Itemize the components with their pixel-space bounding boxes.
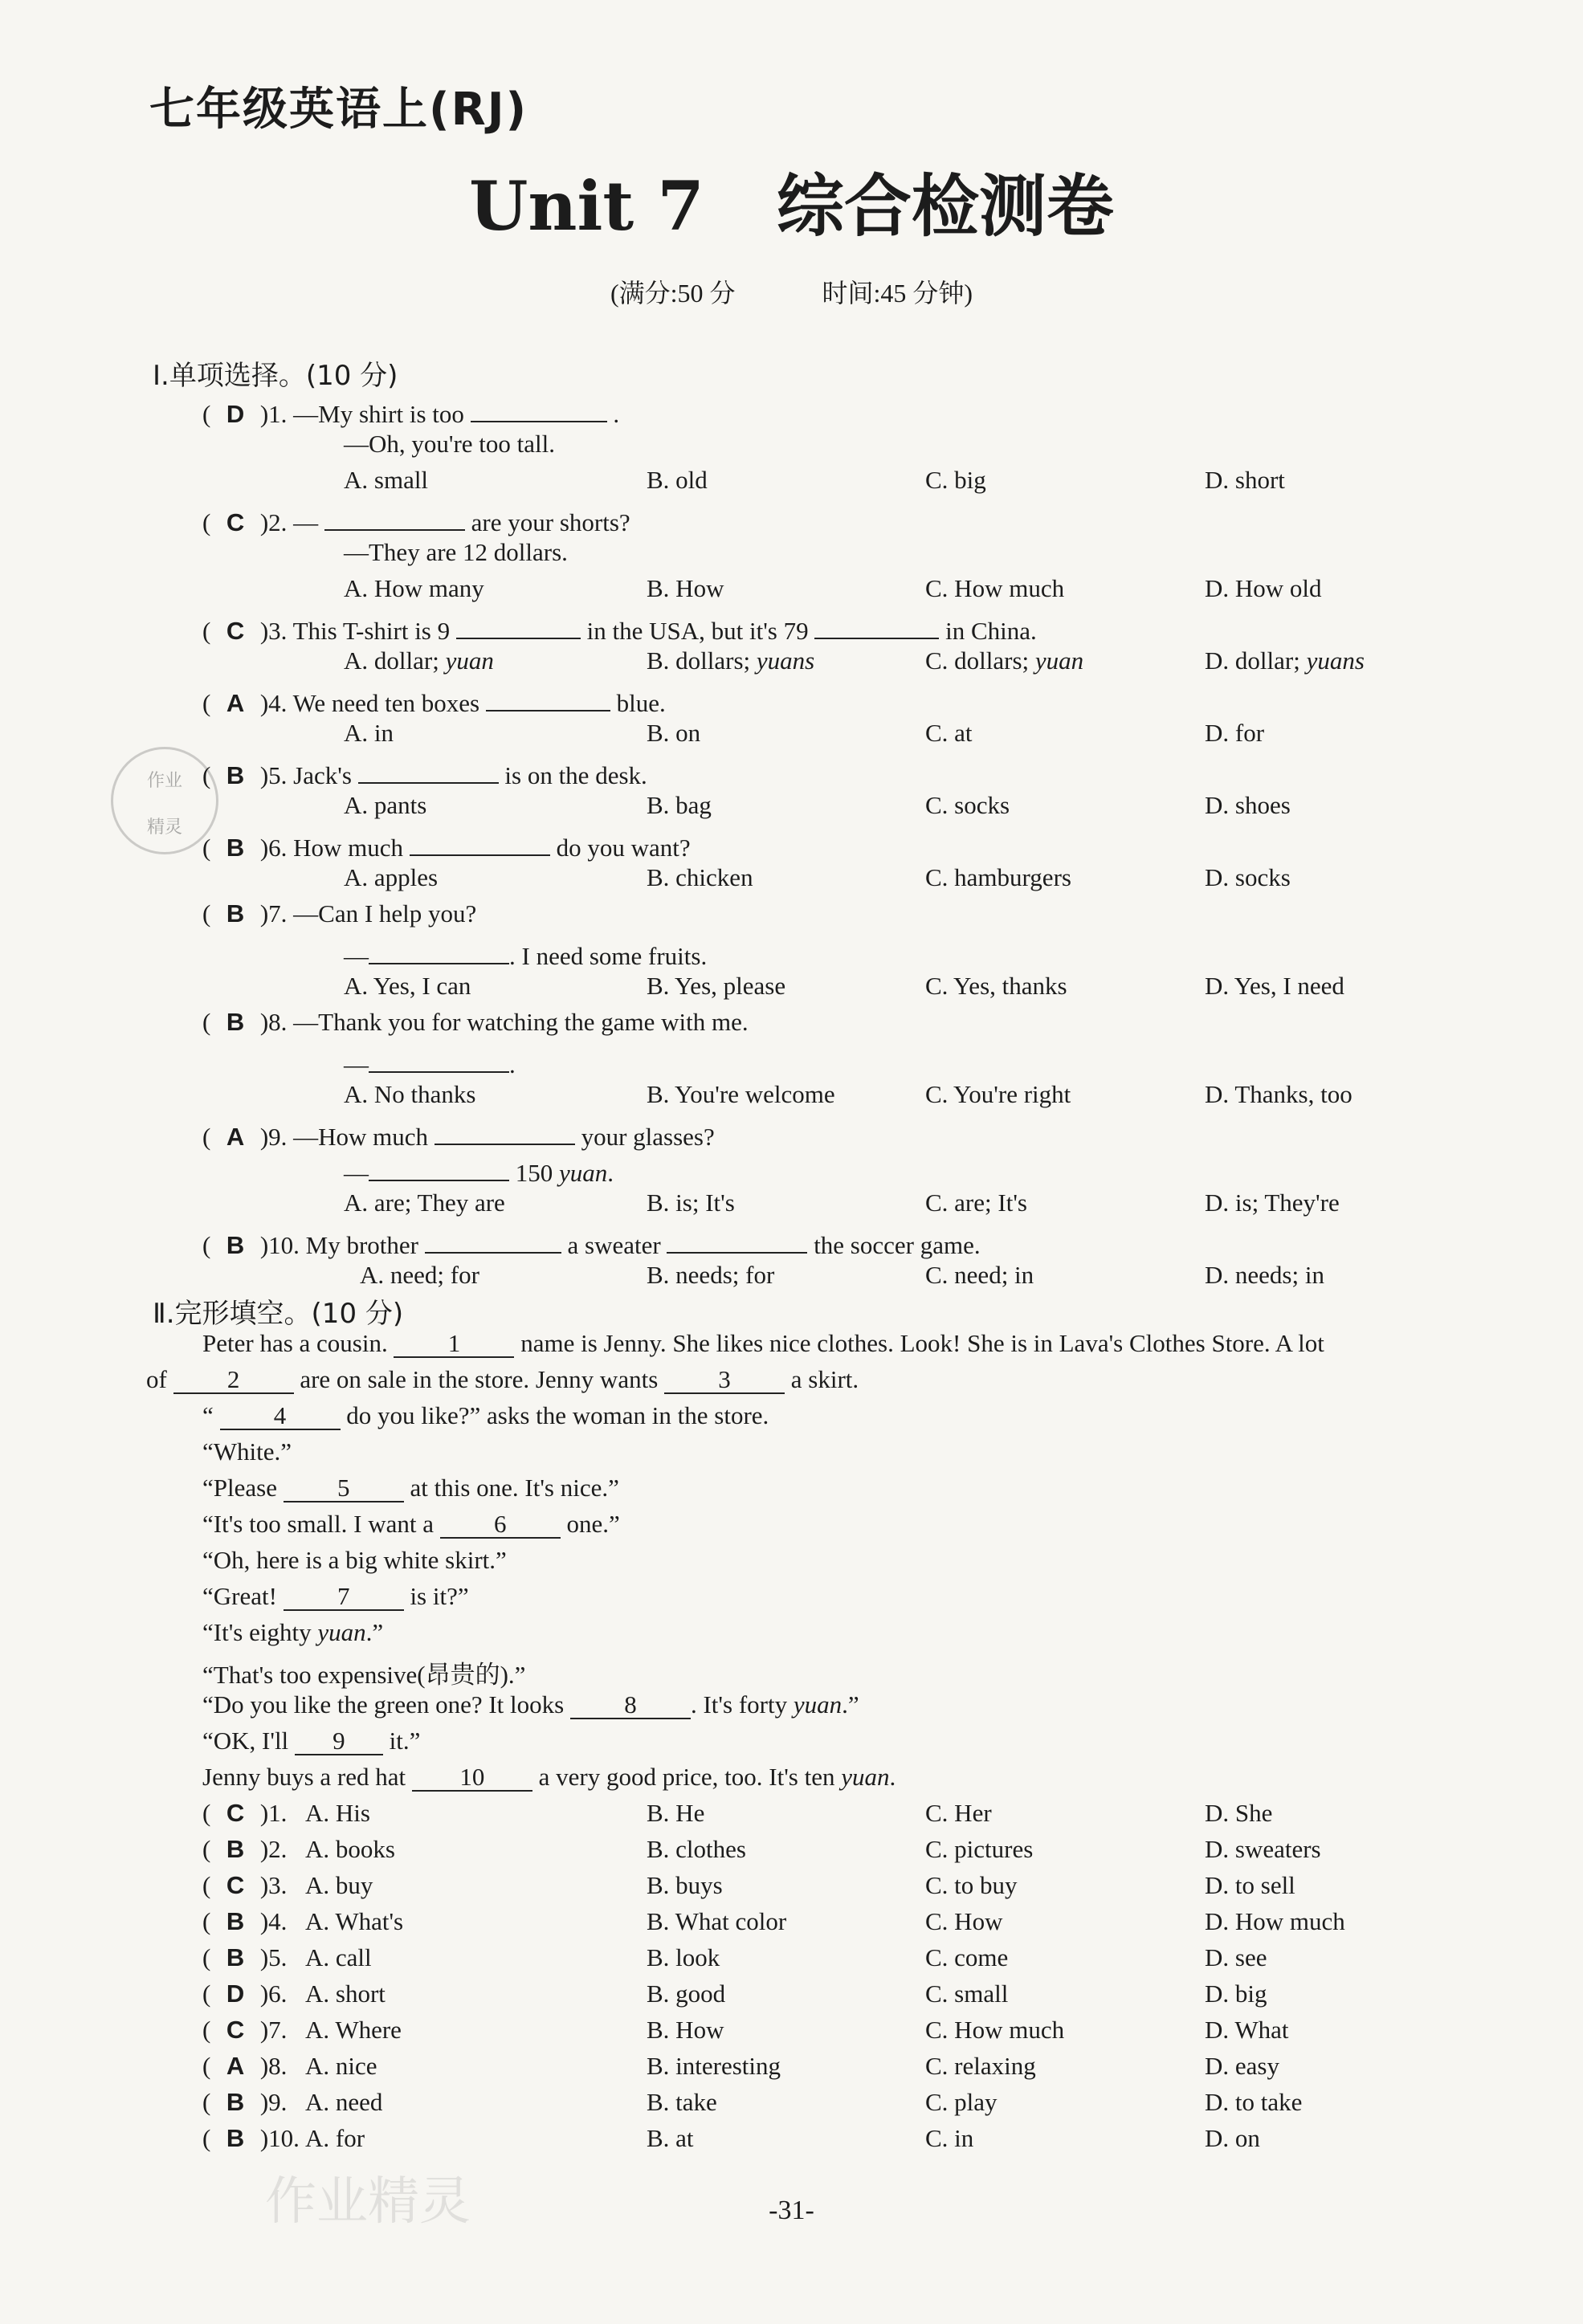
option-d: D. to sell: [1205, 1871, 1295, 1899]
question-text: —How much: [293, 1123, 429, 1151]
question-text: in China.: [945, 617, 1037, 645]
question-text: We need ten boxes: [292, 689, 480, 717]
answer-letter: D: [226, 1979, 245, 2008]
question-number: 9.: [268, 2088, 288, 2116]
option-b: B. needs; for: [647, 1261, 775, 1289]
question-number: 1.: [268, 400, 288, 428]
option-c: C. Her: [925, 1799, 992, 1827]
option-a: A. apples: [344, 863, 439, 891]
passage-line: [202, 1727, 420, 1755]
question-text: —They are 12 dollars.: [344, 538, 568, 566]
blank: 10: [412, 1763, 532, 1792]
option-d: D. sweaters: [1205, 1835, 1321, 1863]
cloze-answer-row: ( C )3.: [202, 1871, 288, 1899]
unit-label: Unit 7: [469, 166, 704, 246]
blank: 6: [440, 1510, 561, 1539]
text: “It's too small. I want a: [202, 1510, 434, 1538]
answer-letter: D: [226, 400, 245, 428]
option-a: A. in: [344, 719, 394, 747]
text: . It's forty: [690, 1690, 788, 1719]
blank: [456, 610, 581, 639]
question-line2: [344, 430, 555, 459]
text: a skirt.: [790, 1365, 859, 1393]
option-a: A. How many: [344, 574, 484, 602]
answer-letter: C: [226, 617, 245, 645]
option-b: B. buys: [647, 1871, 723, 1899]
option-b: B. You're welcome: [647, 1080, 835, 1108]
blank: [425, 1225, 561, 1254]
text: one.”: [566, 1510, 620, 1538]
passage-line: “That's too expensive(昂贵的).”: [202, 1661, 526, 1689]
blank: 1: [394, 1329, 514, 1358]
question-text: How much: [293, 834, 404, 862]
text: do you like?” asks the woman in the store.: [346, 1401, 769, 1429]
option-a: A. What's: [305, 1907, 404, 1935]
option-a: A. need: [305, 2088, 383, 2116]
page-title: [0, 153, 1583, 250]
text: a very good price, too. It's ten: [538, 1763, 835, 1791]
question-number: 5.: [268, 1943, 288, 1971]
option-d: D. needs; in: [1205, 1261, 1324, 1289]
blank: [486, 683, 610, 711]
question-row: ( A )4. We need ten boxes blue.: [202, 683, 666, 718]
passage-line: [202, 1474, 619, 1502]
option-c: C. to buy: [925, 1871, 1018, 1899]
passage-line: [146, 1365, 859, 1394]
question-number: 2.: [268, 508, 288, 536]
text: yuan: [841, 1763, 890, 1791]
question-line2: — . I need some fruits.: [344, 936, 707, 971]
question-number: 6.: [268, 834, 288, 862]
option-b: B. look: [647, 1943, 720, 1971]
answer-letter: A: [226, 1123, 245, 1151]
passage-line: [202, 1763, 896, 1792]
blank: [369, 1152, 509, 1181]
option-c: C. need; in: [925, 1261, 1034, 1289]
question-row: ( B )5. Jack's is on the desk.: [202, 755, 647, 790]
question-number: 7.: [268, 2016, 288, 2044]
option-c: C. in: [925, 2124, 974, 2152]
option-a: A. dollar; yuan: [344, 646, 494, 675]
option-d: D. on: [1205, 2124, 1260, 2152]
option-d: D. is; They're: [1205, 1189, 1340, 1217]
page-number: -31-: [769, 2196, 814, 2225]
cloze-answer-row: ( C )7.: [202, 2016, 288, 2044]
stamp-top-text: 作业: [146, 771, 182, 791]
passage-line: [202, 1401, 769, 1430]
blank: 7: [284, 1582, 404, 1611]
option-d: D. easy: [1205, 2052, 1279, 2080]
option-b: B. How: [647, 574, 724, 602]
question-number: 7.: [268, 899, 288, 928]
question-number: 6.: [268, 1979, 288, 2008]
question-text: —My shirt is too: [293, 400, 464, 428]
question-text: in the USA, but it's 79: [586, 617, 809, 645]
option-d: D. socks: [1205, 863, 1291, 891]
passage-line: [202, 1329, 1324, 1358]
text: Jenny buys a red hat: [202, 1763, 406, 1791]
blank: 3: [664, 1365, 785, 1394]
question-text: —: [293, 508, 319, 536]
question-number: 8.: [268, 2052, 288, 2080]
option-a: A. books: [305, 1835, 395, 1863]
question-text: —Oh, you're too tall.: [344, 430, 556, 458]
answer-letter: B: [226, 834, 245, 862]
blank: [369, 936, 509, 964]
test-name: 综合检测卷: [776, 166, 1114, 246]
test-meta: [0, 273, 1583, 310]
answer-letter: B: [226, 2088, 245, 2116]
answer-letter: C: [226, 2016, 245, 2044]
question-number: 2.: [268, 1835, 288, 1863]
blank: [324, 502, 465, 531]
passage-line: [202, 1690, 859, 1719]
text: “It's eighty: [202, 1618, 312, 1646]
watermark-text: 作业精灵: [265, 2172, 471, 2232]
question-row: ( B )8. —Thank you for watching the game with me.: [202, 1008, 749, 1036]
answer-letter: B: [226, 1008, 245, 1036]
question-text: Jack's: [293, 761, 352, 789]
cloze-answer-row: ( A )8.: [202, 2052, 288, 2080]
option-a: A. call: [305, 1943, 372, 1971]
blank: 4: [220, 1401, 341, 1430]
blank: 2: [173, 1365, 294, 1394]
option-a: A. nice: [305, 2052, 377, 2080]
question-text: 150 yuan.: [515, 1159, 614, 1187]
text: is it?”: [410, 1582, 469, 1610]
cloze-answer-row: ( D )6.: [202, 1979, 288, 2008]
option-b: B. Yes, please: [647, 972, 786, 1000]
answer-letter: B: [226, 761, 245, 789]
question-number: 9.: [268, 1123, 288, 1151]
question-line2: [344, 538, 568, 567]
option-d: D. She: [1205, 1799, 1273, 1827]
question-text: This T-shirt is 9: [292, 617, 451, 645]
passage-line: [202, 1510, 620, 1539]
option-c: C. play: [925, 2088, 998, 2116]
option-c: C. dollars; yuan: [925, 646, 1084, 675]
option-b: B. bag: [647, 791, 712, 819]
question-line2: — .: [344, 1044, 516, 1079]
option-b: B. interesting: [647, 2052, 781, 2080]
question-number: 10.: [268, 2124, 300, 2152]
answer-letter: B: [226, 1231, 245, 1259]
cloze-answer-row: ( B )10.: [202, 2124, 300, 2152]
option-c: C. socks: [925, 791, 1010, 819]
option-a: A. need; for: [360, 1261, 479, 1289]
option-c: C. How much: [925, 574, 1065, 602]
text: are on sale in the store. Jenny wants: [300, 1365, 659, 1393]
blank: [358, 755, 499, 784]
question-row: ( B )10. My brother a sweater the soccer game.: [202, 1225, 981, 1260]
cloze-answer-row: ( B )9.: [202, 2088, 288, 2116]
stamp-bottom-text: 精灵: [146, 817, 182, 838]
question-text: . I need some fruits.: [509, 942, 708, 970]
option-c: C. How: [925, 1907, 1003, 1935]
option-c: C. hamburgers: [925, 863, 1071, 891]
text: “Great!: [202, 1582, 277, 1610]
option-c: C. You're right: [925, 1080, 1071, 1108]
option-b: B. What color: [647, 1907, 787, 1935]
cloze-answer-row: ( B )2.: [202, 1835, 288, 1863]
text: at this one. It's nice.”: [410, 1474, 619, 1502]
question-row: ( A )9. —How much your glasses?: [202, 1116, 715, 1152]
option-c: C. are; It's: [925, 1189, 1027, 1217]
option-c: C. How much: [925, 2016, 1065, 2044]
option-d: D. How much: [1205, 1907, 1345, 1935]
text: “Do you like the green one? It looks: [202, 1690, 565, 1719]
book-header: 七年级英语上(RJ): [149, 84, 528, 136]
cloze-answer-row: ( B )4.: [202, 1907, 288, 1935]
answer-letter: B: [226, 1835, 245, 1863]
question-text: a sweater: [567, 1231, 661, 1259]
text: yuan: [317, 1618, 366, 1646]
option-b: B. good: [647, 1979, 726, 2008]
question-text: is on the desk.: [504, 761, 647, 789]
answer-letter: A: [226, 689, 245, 717]
question-text: are your shorts?: [471, 508, 630, 536]
option-b: B. How: [647, 2016, 724, 2044]
answer-letter: B: [226, 1943, 245, 1971]
blank: [410, 827, 550, 856]
option-d: D. see: [1205, 1943, 1267, 1971]
option-d: D. dollar; yuans: [1205, 646, 1365, 675]
option-a: A. No thanks: [344, 1080, 476, 1108]
option-d: D. to take: [1205, 2088, 1303, 2116]
option-a: A. short: [305, 1979, 386, 2008]
answer-letter: C: [226, 1799, 245, 1827]
blank: [435, 1116, 575, 1145]
blank: [667, 1225, 807, 1254]
option-b: B. at: [647, 2124, 694, 2152]
option-d: D. Yes, I need: [1205, 972, 1344, 1000]
question-number: 4.: [268, 689, 288, 717]
option-b: B. chicken: [647, 863, 753, 891]
answer-letter: B: [226, 2124, 245, 2152]
option-a: A. buy: [305, 1871, 373, 1899]
answer-letter: C: [226, 1871, 245, 1899]
question-number: 5.: [268, 761, 288, 789]
option-a: A. Where: [305, 2016, 402, 2044]
option-b: B. old: [647, 466, 708, 494]
blank: 9: [295, 1727, 383, 1755]
text: .: [889, 1763, 896, 1791]
answer-letter: B: [226, 899, 245, 928]
option-b: B. is; It's: [647, 1189, 735, 1217]
option-d: D. shoes: [1205, 791, 1291, 819]
section1-heading: Ⅰ.单项选择。(10 分): [153, 360, 398, 392]
option-c: C. at: [925, 719, 973, 747]
option-c: C. small: [925, 1979, 1009, 2008]
cloze-answer-row: ( B )5.: [202, 1943, 288, 1971]
blank: 5: [284, 1474, 404, 1502]
option-b: B. He: [647, 1799, 705, 1827]
time-info: 时间:45 分钟): [822, 279, 973, 308]
question-line2: — 150 yuan.: [344, 1152, 614, 1188]
question-number: 10.: [268, 1231, 300, 1259]
question-text: the soccer game.: [814, 1231, 981, 1259]
passage-line: “White.”: [202, 1437, 292, 1466]
question-row: ( B )7. —Can I help you?: [202, 899, 477, 928]
question-number: 1.: [268, 1799, 288, 1827]
question-number: 8.: [268, 1008, 288, 1036]
option-a: A. for: [305, 2124, 365, 2152]
blank: [369, 1044, 509, 1073]
option-c: C. Yes, thanks: [925, 972, 1067, 1000]
option-b: B. take: [647, 2088, 717, 2116]
option-d: D. What: [1205, 2016, 1289, 2044]
question-text: blue.: [616, 689, 666, 717]
option-c: C. come: [925, 1943, 1009, 1971]
answer-letter: A: [226, 2052, 245, 2080]
option-d: D. short: [1205, 466, 1285, 494]
option-a: A. are; They are: [344, 1189, 505, 1217]
text: it.”: [389, 1727, 421, 1755]
passage-line: [202, 1582, 469, 1611]
blank: [814, 610, 939, 639]
question-number: 3.: [268, 617, 288, 645]
section2-heading: Ⅱ.完形填空。(10 分): [153, 1298, 404, 1330]
option-d: D. Thanks, too: [1205, 1080, 1352, 1108]
question-row: ( B )6. How much do you want?: [202, 827, 691, 862]
text: “: [202, 1401, 214, 1429]
text: of: [146, 1365, 167, 1393]
question-text: .: [613, 400, 620, 428]
question-text: do you want?: [556, 834, 691, 862]
option-a: A. Yes, I can: [344, 972, 471, 1000]
option-b: B. dollars; yuans: [647, 646, 815, 675]
question-row: ( C )2. — are your shorts?: [202, 502, 630, 537]
option-d: D. for: [1205, 719, 1265, 747]
answer-letter: C: [226, 508, 245, 536]
option-d: D. How old: [1205, 574, 1322, 602]
option-c: C. big: [925, 466, 986, 494]
text: Peter has a cousin.: [202, 1329, 388, 1357]
blank: 8: [570, 1690, 691, 1719]
text: .”: [842, 1690, 859, 1719]
option-c: C. relaxing: [925, 2052, 1036, 2080]
score-info: (满分:50 分: [610, 279, 736, 308]
question-text: —Can I help you?: [293, 899, 477, 928]
cloze-answer-row: ( C )1.: [202, 1799, 288, 1827]
passage-line: [202, 1618, 383, 1647]
option-b: B. clothes: [647, 1835, 746, 1863]
question-row: ( C )3. This T-shirt is 9 in the USA, but it's 79 in China.: [202, 610, 1037, 646]
text: .”: [365, 1618, 384, 1646]
option-a: A. pants: [344, 791, 427, 819]
question-text: My brother: [305, 1231, 418, 1259]
passage-line: “Oh, here is a big white skirt.”: [202, 1546, 507, 1574]
option-c: C. pictures: [925, 1835, 1034, 1863]
question-number: 4.: [268, 1907, 288, 1935]
option-a: A. His: [305, 1799, 370, 1827]
question-text: your glasses?: [581, 1123, 715, 1151]
question-row: ( D )1. —My shirt is too .: [202, 393, 619, 429]
text: “Please: [202, 1474, 277, 1502]
text: “OK, I'll: [202, 1727, 289, 1755]
question-number: 3.: [268, 1871, 288, 1899]
text: name is Jenny. She likes nice clothes. Look! She is in Lava's Clothes Store. A lot: [520, 1329, 1324, 1357]
question-text: —Thank you for watching the game with me.: [293, 1008, 749, 1036]
blank: [471, 393, 607, 422]
option-a: A. small: [344, 466, 429, 494]
text: yuan: [793, 1690, 842, 1719]
option-d: D. big: [1205, 1979, 1267, 2008]
option-b: B. on: [647, 719, 701, 747]
answer-letter: B: [226, 1907, 245, 1935]
